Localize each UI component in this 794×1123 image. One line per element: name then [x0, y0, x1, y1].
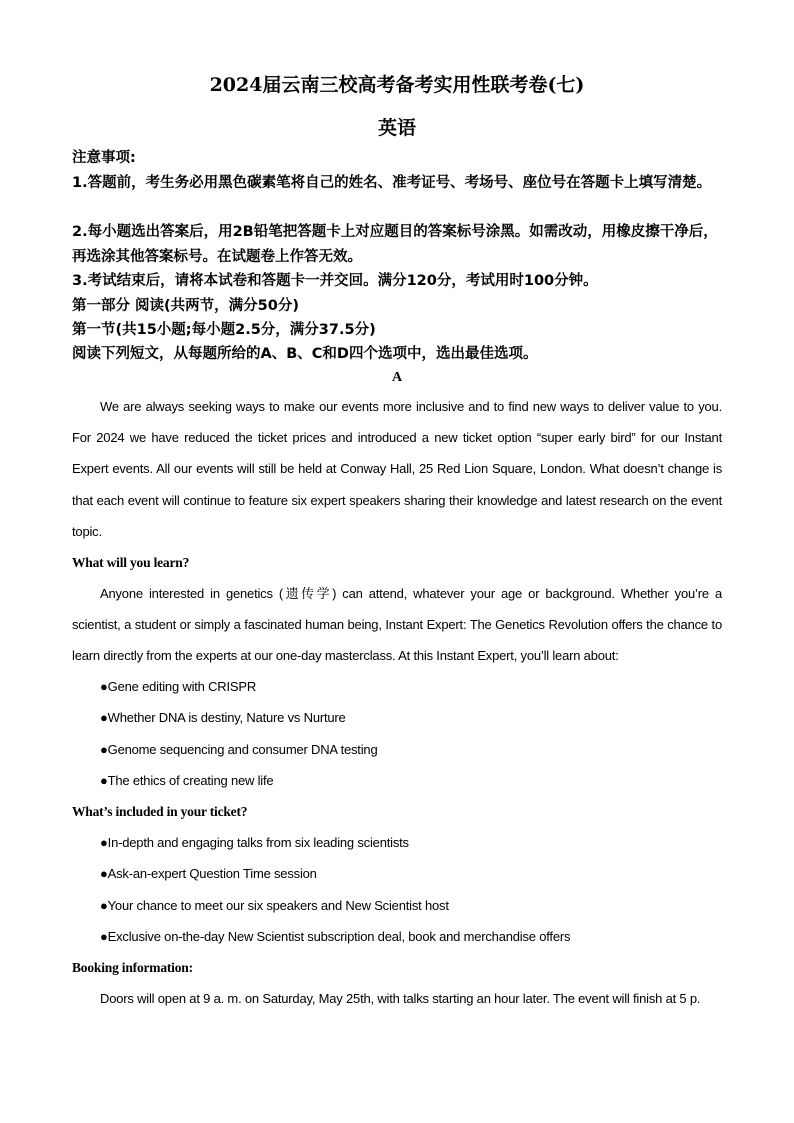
notice-item-3: 3.考试结束后，请将本试卷和答题卡一并交回。满分120分，考试用时100分钟。	[72, 273, 598, 289]
list-item: ●Genome sequencing and consumer DNA testing	[100, 742, 378, 757]
notice-item-2: 2.每小题选出答案后，用2B铅笔把答题卡上对应题目的答案标号涂黑。如需改动，用橡皮擦干净后，再选涂其他答案标号。在试题卷上作答无效。	[72, 224, 718, 265]
exam-title: 2024届云南三校高考备考实用性联考卷(七)	[209, 74, 585, 96]
list-item: ●Gene editing with CRISPR	[100, 679, 257, 694]
list-item: ●Ask-an-expert Question Time session	[100, 866, 317, 881]
instruction-text: 阅读下列短文，从每题所给的A、B、C和D四个选项中，选出最佳选项。	[72, 346, 538, 362]
exam-subject: 英语	[377, 117, 416, 139]
section-heading-ticket: What’s included in your ticket?	[72, 804, 248, 819]
part-heading: 第一部分 阅读(共两节，满分50分)	[72, 298, 299, 314]
list-item: ●Whether DNA is destiny, Nature vs Nurture	[100, 710, 346, 725]
notice-heading: 注意事项:	[72, 150, 136, 166]
list-item: ●Your chance to meet our six speakers and New Scientist host	[100, 898, 449, 913]
passage-label: A	[391, 370, 403, 385]
list-item: ●In-depth and engaging talks from six leading scientists	[100, 835, 409, 850]
section-heading-booking: Booking information:	[72, 960, 193, 975]
passage-paragraph-1: We are always seeking ways to make our events more inclusive and to find new ways to deliver value to you. For 2024 we have reduced the ticket prices and introduced a new ticket option “super early bird” for our Instant Expert events. All our events will still be held at Conway Hall, 25 Red Lion Square, London. What doesn’t change is that each event will continue to feature six expert speakers sharing their knowledge and latest research on the event topic.	[72, 399, 722, 539]
passage-paragraph-2: Anyone interested in genetics (遗传学) can attend, whatever your age or background. Whether you’re a scientist, a student or simply a fascinated human being, Instant Expert: The Genetics Revolution offers the chance to learn directly from the experts at our one-day masterclass. At this Instant Expert, you’ll learn about:	[72, 586, 722, 664]
list-item: ●Exclusive on-the-day New Scientist subscription deal, book and merchandise offers	[100, 929, 571, 944]
notice-item-1: 1.答题前，考生务必用黑色碳素笔将自己的姓名、准考证号、考场号、座位号在答题卡上填写清楚。	[72, 175, 712, 191]
passage-paragraph-3: Doors will open at 9 a. m. on Saturday, May 25th, with talks starting an hour later. The event will finish at 5 p.	[100, 991, 701, 1006]
list-item: ●The ethics of creating new life	[100, 773, 274, 788]
section-heading-learn: What will you learn?	[72, 555, 190, 570]
section-heading: 第一节(共15小题;每小题2.5分，满分37.5分)	[72, 322, 376, 338]
